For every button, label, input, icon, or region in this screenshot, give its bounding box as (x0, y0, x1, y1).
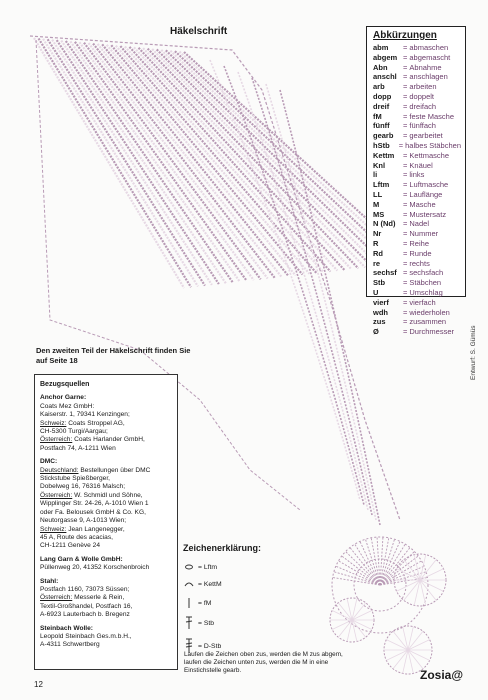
abbreviations-heading: Abkürzungen (373, 30, 437, 41)
legend-note: Laufen die Zeichen oben zus, werden die M zus abgem, laufen die Zeichen unten zus, werden die M in eine Einstichstelle gearb. (184, 651, 343, 674)
abbreviation-row (373, 249, 461, 259)
source-section (40, 394, 172, 453)
abbreviation-row (373, 317, 461, 327)
abbreviations-box (366, 26, 466, 337)
equals-sign: = (403, 297, 408, 307)
source-line: Schweiz: Jean Langenegger, (40, 525, 125, 533)
equals-sign: = (403, 229, 408, 239)
source-line: CH-5300 Turgi/Aargau; (40, 428, 108, 436)
abbreviation-meaning: abgemascht (409, 52, 451, 62)
abbreviation-meaning: halbes Stäbchen (405, 140, 461, 150)
source-line: Textil-Großhandel, Postfach 16, (40, 602, 133, 610)
legend-item (184, 597, 211, 609)
sources-heading: Bezugsquellen (40, 381, 90, 388)
abbreviation-meaning: rechts (409, 258, 430, 268)
abbreviation-row (373, 210, 461, 220)
abbreviation-meaning: anschlagen (409, 72, 448, 82)
abbreviation-row (373, 161, 461, 171)
legend-label: = Stb (198, 619, 215, 627)
stitch-symbol-icon (184, 597, 196, 609)
abbreviation-meaning: doppelt (409, 91, 434, 101)
source-name: DMC: (40, 458, 58, 466)
abbreviation-row (373, 259, 461, 269)
equals-sign: = (403, 62, 408, 72)
abbreviation-row (373, 92, 461, 102)
source-line: Österreich: Coats Harlander GmbH, (40, 436, 145, 444)
abbreviation-row (373, 288, 461, 298)
source-line: oder Fa. Belousek GmbH & Co. KG, (40, 508, 146, 516)
diagram-title: Häkelschrift (170, 26, 228, 37)
source-line: A-6923 Lauterbach b. Bregenz (40, 611, 130, 619)
abbreviation-meaning: gearbeitet (409, 131, 443, 141)
equals-sign: = (403, 160, 408, 170)
abbreviation-meaning: wiederholen (409, 307, 450, 317)
equals-sign: = (403, 101, 408, 111)
abbreviation-key: hStb (373, 140, 390, 150)
abbreviation-row (373, 112, 461, 122)
abbreviation-key: Kettm (373, 150, 395, 160)
legend-item (184, 616, 214, 630)
abbreviation-key: R (373, 238, 379, 248)
source-line: Österreich: W. Schmidl und Söhne, (40, 491, 143, 499)
abbreviation-key: zus (373, 317, 386, 327)
abbreviation-key: vierf (373, 297, 389, 307)
equals-sign: = (403, 268, 408, 278)
abbreviation-meaning: sechsfach (409, 268, 444, 278)
stitch-symbol-icon (184, 563, 196, 571)
equals-sign: = (403, 238, 408, 248)
page-number: 12 (34, 680, 43, 689)
equals-sign: = (403, 150, 408, 160)
equals-sign: = (403, 317, 408, 327)
abbreviation-meaning: Kettmasche (409, 150, 449, 160)
abbreviation-key: gearb (373, 131, 394, 141)
abbreviation-row (373, 141, 461, 151)
abbreviation-key: wdh (373, 307, 388, 317)
abbreviation-meaning: Knäuel (409, 160, 433, 170)
abbreviation-key: dreif (373, 101, 390, 111)
abbreviation-row (373, 53, 461, 63)
abbreviation-key: arb (373, 82, 385, 92)
equals-sign: = (403, 258, 408, 268)
equals-sign: = (403, 111, 408, 121)
abbreviation-row (373, 298, 461, 308)
continuation-note: Den zweiten Teil der Häkelschrift finden Sie auf Seite 18 (36, 346, 191, 365)
source-section (40, 458, 172, 550)
source-section (40, 578, 172, 620)
legend-label: = Lftm (198, 563, 218, 571)
abbreviation-row (373, 190, 461, 200)
abbreviation-key: Abn (373, 62, 388, 72)
abbreviation-row (373, 200, 461, 210)
abbreviation-row (373, 278, 461, 288)
abbreviation-row (373, 308, 461, 318)
abbreviation-key: sechsf (373, 268, 397, 278)
abbreviation-meaning: Stäbchen (409, 278, 442, 288)
abbreviation-meaning: links (409, 170, 425, 180)
equals-sign: = (403, 180, 408, 190)
abbreviation-key: Lftm (373, 180, 390, 190)
source-line: Püllenweg 20, 41352 Korschenbroich (40, 564, 150, 572)
abbreviation-row (373, 268, 461, 278)
designer-credit: Entwurf: S. Gümüs (470, 325, 477, 380)
equals-sign: = (403, 199, 408, 209)
abbreviation-key: re (373, 258, 381, 268)
legend-item (184, 580, 222, 588)
abbreviations-list (373, 43, 461, 337)
equals-sign: = (403, 189, 408, 199)
equals-sign: = (403, 43, 408, 52)
source-name: Lang Garn & Wolle GmbH: (40, 555, 123, 563)
abbreviation-key: dopp (373, 91, 392, 101)
abbreviation-meaning: Lauflänge (409, 189, 443, 199)
abbreviation-row (373, 102, 461, 112)
abbreviation-row (373, 170, 461, 180)
legend-label: = KettM (198, 580, 222, 588)
abbreviation-key: anschl (373, 72, 397, 82)
legend-heading: Zeichenerklärung: (183, 543, 262, 553)
equals-sign: = (403, 248, 408, 258)
stitch-symbol-icon (184, 580, 196, 588)
equals-sign: = (403, 82, 408, 92)
source-line: Österreich: Messerle & Rein, (40, 594, 125, 602)
abbreviation-key: LL (373, 189, 383, 199)
sources-list (40, 394, 172, 649)
abbreviation-row (373, 82, 461, 92)
legend-label: = D-Stb (198, 642, 222, 650)
abbreviation-meaning: arbeiten (409, 82, 437, 92)
equals-sign: = (403, 170, 408, 180)
abbreviation-row (373, 43, 461, 53)
equals-sign: = (403, 219, 408, 229)
abbreviation-key: li (373, 170, 378, 180)
abbreviation-key: abgem (373, 52, 398, 62)
abbreviation-meaning: Nummer (409, 229, 439, 239)
equals-sign: = (403, 72, 408, 82)
abbreviation-key: MS (373, 209, 385, 219)
abbreviation-row (373, 180, 461, 190)
legend-item (184, 563, 217, 571)
abbreviation-key: Knl (373, 160, 386, 170)
abbreviation-row (373, 219, 461, 229)
abbreviation-key: N (Nd) (373, 219, 396, 229)
abbreviation-key: Stb (373, 278, 386, 288)
equals-sign: = (403, 121, 408, 131)
abbreviation-meaning: Reihe (409, 238, 429, 248)
abbreviation-meaning: dreifach (409, 101, 437, 111)
equals-sign: = (398, 140, 404, 150)
abbreviation-meaning: Durchmesser (409, 327, 454, 337)
equals-sign: = (403, 287, 408, 297)
abbreviation-key: abm (373, 43, 389, 52)
abbreviation-key: Nr (373, 229, 382, 239)
source-line: Schweiz: Coats Stroppel AG, (40, 419, 125, 427)
abbreviation-key: U (373, 287, 379, 297)
source-name: Steinbach Wolle: (40, 624, 94, 632)
source-line: Postfach 1160, 73073 Süssen; (40, 585, 130, 593)
source-line: Dobelweg 16, 76316 Malsch; (40, 483, 126, 491)
abbreviation-key: fM (373, 111, 382, 121)
equals-sign: = (403, 91, 408, 101)
abbreviation-row (373, 239, 461, 249)
abbreviation-meaning: Masche (409, 199, 436, 209)
abbreviation-row (373, 229, 461, 239)
abbreviation-key: Rd (373, 248, 383, 258)
abbreviation-row (373, 327, 461, 337)
equals-sign: = (403, 278, 408, 288)
source-line: Postfach 74, A-1211 Wien (40, 444, 116, 452)
legend-label: = fM (198, 599, 212, 607)
watermark: Zosia@ (420, 668, 464, 682)
abbreviation-meaning: Nadel (409, 219, 429, 229)
abbreviation-row (373, 131, 461, 141)
abbreviation-row (373, 151, 461, 161)
source-line: Stickstube Spießberger, (40, 475, 111, 483)
equals-sign: = (403, 52, 408, 62)
stitch-symbol-icon (184, 616, 196, 630)
source-line: Wipplinger Str. 24-26, A-1010 Wien 1 (40, 500, 149, 508)
source-line: Deutschland: Bestellungen über DMC (40, 466, 151, 474)
abbreviation-meaning: Luftmasche (409, 180, 449, 190)
abbreviation-row (373, 121, 461, 131)
source-section (40, 556, 172, 573)
abbreviation-meaning: fünffach (409, 121, 436, 131)
source-name: Stahl: (40, 577, 59, 585)
source-line: 45 A, Route des acacias, (40, 533, 113, 541)
abbreviation-key: M (373, 199, 380, 209)
equals-sign: = (403, 327, 408, 337)
abbreviation-meaning: Runde (409, 248, 432, 258)
equals-sign: = (403, 209, 408, 219)
source-line: Leopold Steinbach Ges.m.b.H., (40, 632, 132, 640)
source-name: Anchor Garne: (40, 394, 87, 402)
source-line: Neutorgasse 9, A-1013 Wien; (40, 517, 127, 525)
abbreviation-meaning: vierfach (409, 297, 436, 307)
equals-sign: = (403, 131, 408, 141)
source-line: Kaiserstr. 1, 79341 Kenzingen; (40, 411, 130, 419)
abbreviation-row (373, 63, 461, 73)
abbreviation-meaning: feste Masche (409, 111, 454, 121)
source-line: A-4311 Schwertberg (40, 641, 100, 649)
sources-box (34, 374, 178, 670)
abbreviation-meaning: Abnahme (409, 62, 442, 72)
source-line: CH-1211 Genève 24 (40, 542, 100, 550)
abbreviation-meaning: zusammen (409, 317, 447, 327)
equals-sign: = (403, 307, 408, 317)
abbreviation-meaning: Umschlag (409, 287, 443, 297)
abbreviation-key: Ø (373, 327, 379, 337)
abbreviation-row (373, 72, 461, 82)
source-line: Coats Mez GmbH: (40, 402, 95, 410)
source-section (40, 625, 172, 650)
abbreviation-meaning: Mustersatz (409, 209, 447, 219)
abbreviation-meaning: abmaschen (409, 43, 449, 52)
abbreviation-key: fünff (373, 121, 390, 131)
